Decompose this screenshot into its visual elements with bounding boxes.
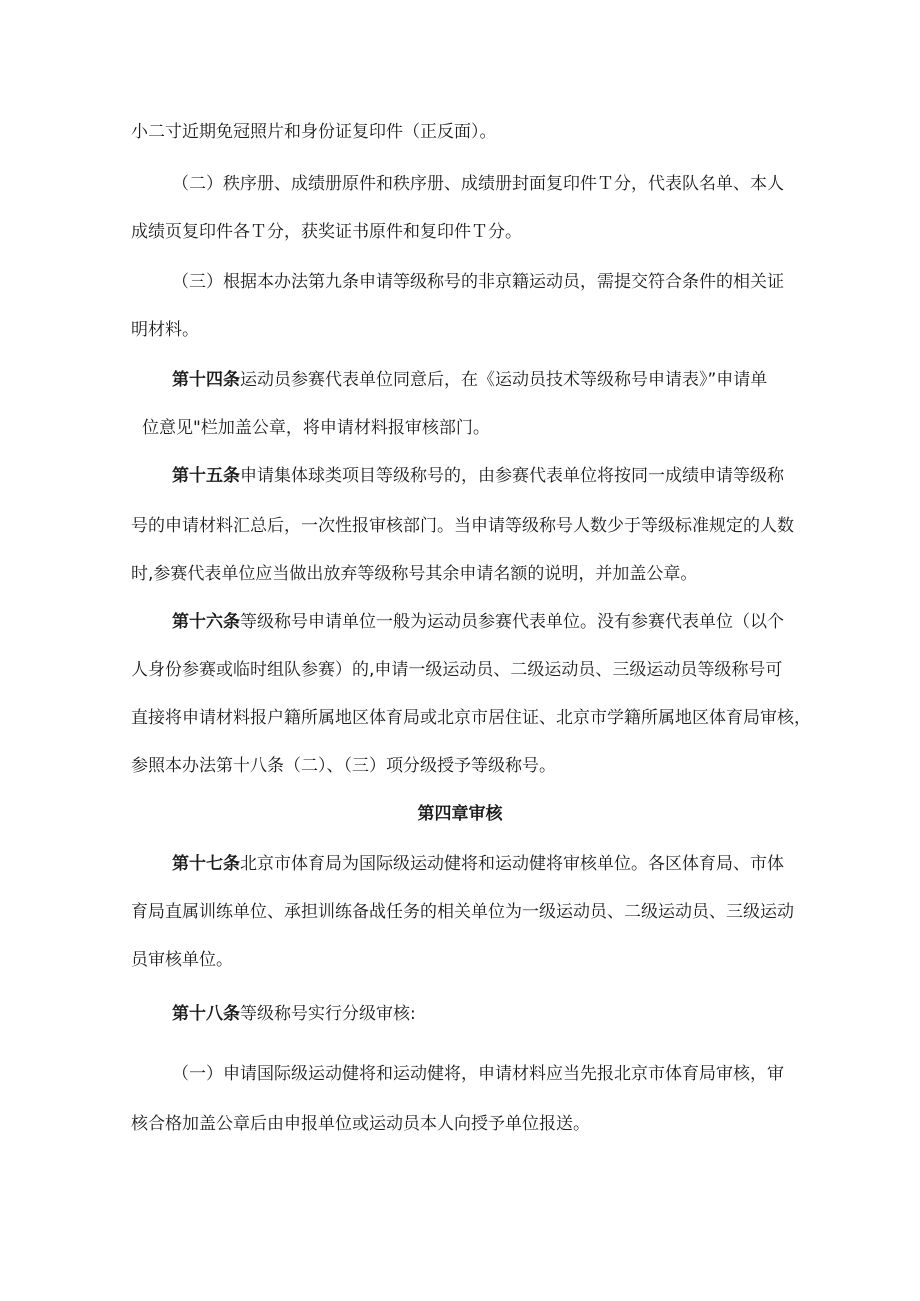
paragraph-line: （三）根据本办法第九条申请等级称号的非京籍运动员，需提交符合条件的相关证 [172, 272, 784, 292]
paragraph-line: 育局直属训练单位、承担训练备战任务的相关单位为一级运动员、二级运动员、三级运动 [131, 902, 794, 922]
article-text: 等级称号实行分级审核: [240, 1004, 416, 1024]
paragraph-line: 小二寸近期免冠照片和身份证复印件（正反面）。 [131, 122, 497, 142]
article-text: 北京市体育局为国际级运动健将和运动健将审核单位。各区体育局、市体 [240, 854, 784, 874]
article-text: 申请集体球类项目等级称号的，由参赛代表单位将按同一成绩申请等级称 [240, 466, 784, 486]
paragraph-line: 位意见"栏加盖公章，将申请材料报审核部门。 [142, 418, 490, 438]
paragraph-line: 明材料。 [131, 320, 199, 340]
paragraph-line: 人身份参赛或临时组队参赛）的,申请一级运动员、二级运动员、三级运动员等级称号可 [131, 660, 783, 680]
paragraph-line: （二）秩序册、成绩册原件和秩序册、成绩册封面复印件Ｔ分，代表队名单、本人 [172, 174, 784, 194]
article-16 [172, 610, 784, 634]
paragraph-line: （一）申请国际级运动健将和运动健将，申请材料应当先报北京市体育局审核，审 [172, 1064, 784, 1084]
article-text: 等级称号申请单位一般为运动员参赛代表单位。没有参赛代表单位（以个 [240, 612, 784, 632]
article-label: 第十六条 [172, 612, 240, 632]
paragraph-line: 成绩页复印件各Ｔ分，获奖证书原件和复印件Ｔ分。 [131, 222, 522, 242]
paragraph-line: 号的申请材料汇总后，一次性报审核部门。当申请等级称号人数少于等级标准规定的人数 [131, 516, 794, 536]
article-17 [172, 852, 784, 876]
article-14 [172, 368, 767, 392]
paragraph-line: 核合格加盖公章后由申报单位或运动员本人向授予单位报送。 [131, 1114, 590, 1134]
article-label: 第十四条 [172, 370, 240, 390]
article-15 [172, 464, 784, 488]
paragraph-line: 直接将申请材料报户籍所属地区体育局或北京市居住证、北京市学籍所属地区体育局审核， [131, 708, 811, 728]
article-18 [172, 1002, 416, 1026]
article-label: 第十八条 [172, 1004, 240, 1024]
article-text: 运动员参赛代表单位同意后，在《运动员技术等级称号申请表》”申请单 [240, 370, 768, 390]
article-label: 第十五条 [172, 466, 240, 486]
paragraph-line: 时,参赛代表单位应当做出放弃等级称号其余申请名额的说明，并加盖公章。 [131, 564, 698, 584]
article-label: 第十七条 [172, 854, 240, 874]
chapter-heading: 第四章审核 [417, 804, 503, 824]
paragraph-line: 参照本办法第十八条（二）、（三）项分级授予等级称号。 [131, 756, 556, 776]
paragraph-line: 员审核单位。 [131, 950, 233, 970]
